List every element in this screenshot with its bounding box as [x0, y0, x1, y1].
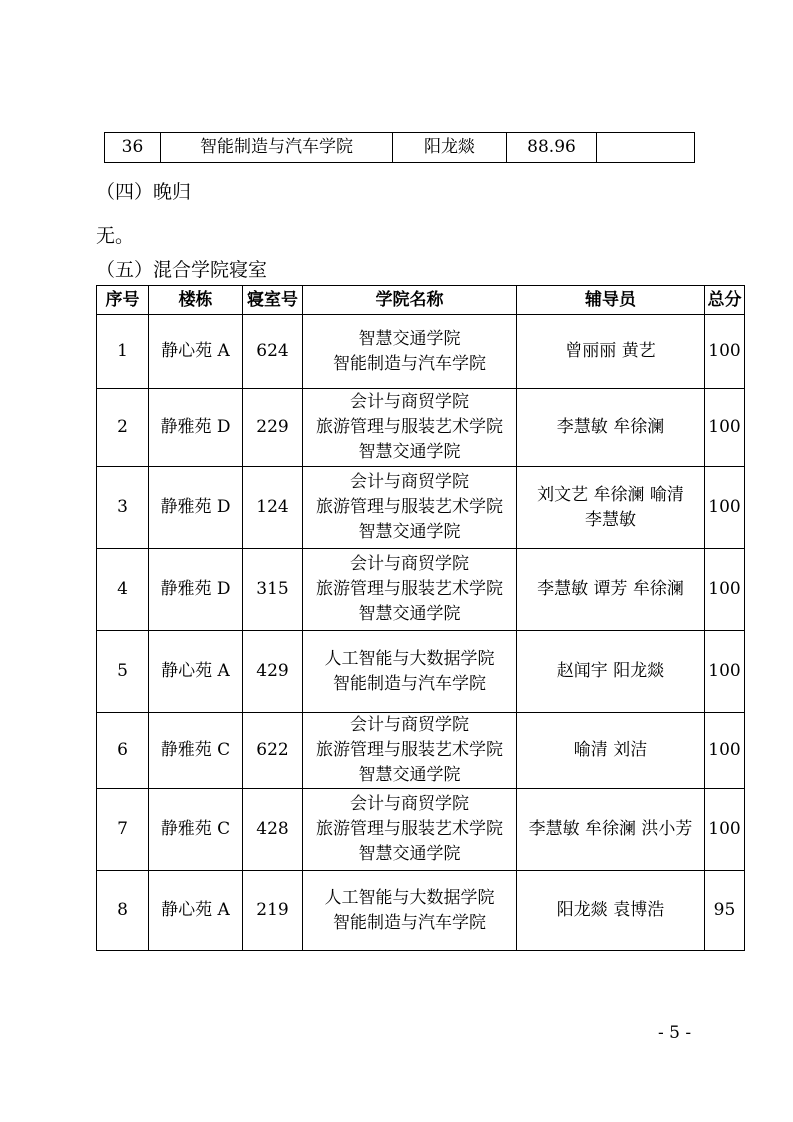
counselor-cell	[517, 549, 705, 631]
college-line: 旅游管理与服装艺术学院	[316, 497, 503, 517]
building-cell: 静雅苑 C	[149, 713, 243, 789]
college-cell	[303, 713, 517, 789]
table-row	[97, 713, 745, 789]
counselor-cell	[517, 631, 705, 713]
college-cell	[303, 467, 517, 549]
header-seq: 序号	[97, 286, 149, 315]
seq-cell: 2	[97, 389, 149, 467]
mixed-dorm-table	[96, 285, 745, 951]
building-cell: 静雅苑 D	[149, 549, 243, 631]
college-line: 人工智能与大数据学院	[324, 648, 495, 669]
counselor-line: 李慧敏 牟徐澜	[556, 417, 665, 437]
note-cell	[597, 133, 695, 163]
college-line: 智能制造与汽车学院	[333, 673, 486, 694]
room-cell: 229	[243, 389, 303, 467]
college-line: 会计与商贸学院	[350, 794, 469, 814]
seq-cell: 3	[97, 467, 149, 549]
room-cell: 622	[243, 713, 303, 789]
mixed-table-body	[97, 315, 745, 951]
header-counselor: 辅导员	[517, 286, 705, 315]
counselor-cell	[517, 389, 705, 467]
seq-cell: 36	[105, 133, 161, 163]
counselor-line: 刘文艺 牟徐澜 喻清	[537, 484, 684, 505]
building-cell: 静心苑 A	[149, 631, 243, 713]
college-line: 旅游管理与服装艺术学院	[316, 740, 503, 760]
college-line: 旅游管理与服装艺术学院	[316, 417, 503, 437]
header-room: 寝室号	[243, 286, 303, 315]
counselor-line: 李慧敏 谭芳 牟徐澜	[537, 579, 684, 599]
college-line: 智慧交通学院	[358, 765, 461, 785]
college-line: 旅游管理与服装艺术学院	[316, 579, 503, 599]
college-line: 会计与商贸学院	[350, 392, 469, 412]
college-line: 智慧交通学院	[358, 522, 461, 542]
room-cell: 219	[243, 871, 303, 951]
table-row	[97, 389, 745, 467]
college-line: 会计与商贸学院	[350, 472, 469, 492]
table-row	[97, 789, 745, 871]
seq-cell: 1	[97, 315, 149, 389]
seq-cell: 7	[97, 789, 149, 871]
table-row	[97, 871, 745, 951]
college-line: 智慧交通学院	[358, 604, 461, 624]
counselor-cell	[517, 713, 705, 789]
college-line: 旅游管理与服装艺术学院	[316, 819, 503, 839]
college-cell	[303, 315, 517, 389]
room-cell: 315	[243, 549, 303, 631]
counselor-line: 赵闻宇 阳龙燚	[556, 661, 665, 681]
college-cell	[303, 871, 517, 951]
college-line: 智慧交通学院	[358, 328, 461, 349]
seq-cell: 8	[97, 871, 149, 951]
counselor-cell	[517, 871, 705, 951]
name-cell: 阳龙燚	[393, 133, 507, 163]
building-cell: 静心苑 A	[149, 315, 243, 389]
counselor-line: 曾丽丽 黄艺	[565, 341, 656, 361]
college-line: 智能制造与汽车学院	[333, 353, 486, 374]
table-row	[97, 549, 745, 631]
college-line: 智慧交通学院	[358, 442, 461, 462]
counselor-cell	[517, 467, 705, 549]
college-cell	[303, 389, 517, 467]
college-line: 会计与商贸学院	[350, 715, 469, 735]
total-cell: 100	[705, 713, 745, 789]
seq-cell: 5	[97, 631, 149, 713]
total-cell: 100	[705, 549, 745, 631]
counselor-line: 李慧敏	[585, 509, 636, 530]
total-cell: 100	[705, 315, 745, 389]
college-line: 智慧交通学院	[358, 844, 461, 864]
counselor-line: 喻清 刘洁	[573, 740, 648, 760]
room-cell: 428	[243, 789, 303, 871]
counselor-cell	[517, 789, 705, 871]
college-cell	[303, 549, 517, 631]
college-line: 会计与商贸学院	[350, 554, 469, 574]
table-header-row	[97, 286, 745, 315]
table-row	[97, 631, 745, 713]
total-cell: 100	[705, 789, 745, 871]
table-row	[105, 133, 695, 163]
seq-cell: 4	[97, 549, 149, 631]
building-cell: 静心苑 A	[149, 871, 243, 951]
college-cell: 智能制造与汽车学院	[161, 133, 393, 163]
total-cell: 100	[705, 631, 745, 713]
header-college: 学院名称	[303, 286, 517, 315]
college-cell	[303, 631, 517, 713]
seq-cell: 6	[97, 713, 149, 789]
section-heading-late-return: （四）晚归	[96, 181, 192, 203]
building-cell: 静雅苑 D	[149, 467, 243, 549]
counselor-line: 阳龙燚 袁博浩	[556, 900, 665, 920]
section-text-none: 无。	[96, 225, 135, 247]
college-line: 智能制造与汽车学院	[333, 912, 486, 933]
room-cell: 624	[243, 315, 303, 389]
building-cell: 静雅苑 D	[149, 389, 243, 467]
table-row	[97, 315, 745, 389]
score-cell: 88.96	[507, 133, 597, 163]
header-building: 楼栋	[149, 286, 243, 315]
page-number: - 5 -	[658, 1023, 692, 1043]
room-cell: 124	[243, 467, 303, 549]
counselor-line: 李慧敏 牟徐澜 洪小芳	[528, 819, 693, 839]
college-line: 人工智能与大数据学院	[324, 887, 495, 908]
score-table-continuation	[104, 132, 695, 163]
section-heading-mixed-dorms: （五）混合学院寝室	[96, 259, 268, 281]
total-cell: 95	[705, 871, 745, 951]
college-cell	[303, 789, 517, 871]
header-total: 总分	[705, 286, 745, 315]
table-row	[97, 467, 745, 549]
room-cell: 429	[243, 631, 303, 713]
total-cell: 100	[705, 389, 745, 467]
total-cell: 100	[705, 467, 745, 549]
counselor-cell	[517, 315, 705, 389]
building-cell: 静雅苑 C	[149, 789, 243, 871]
